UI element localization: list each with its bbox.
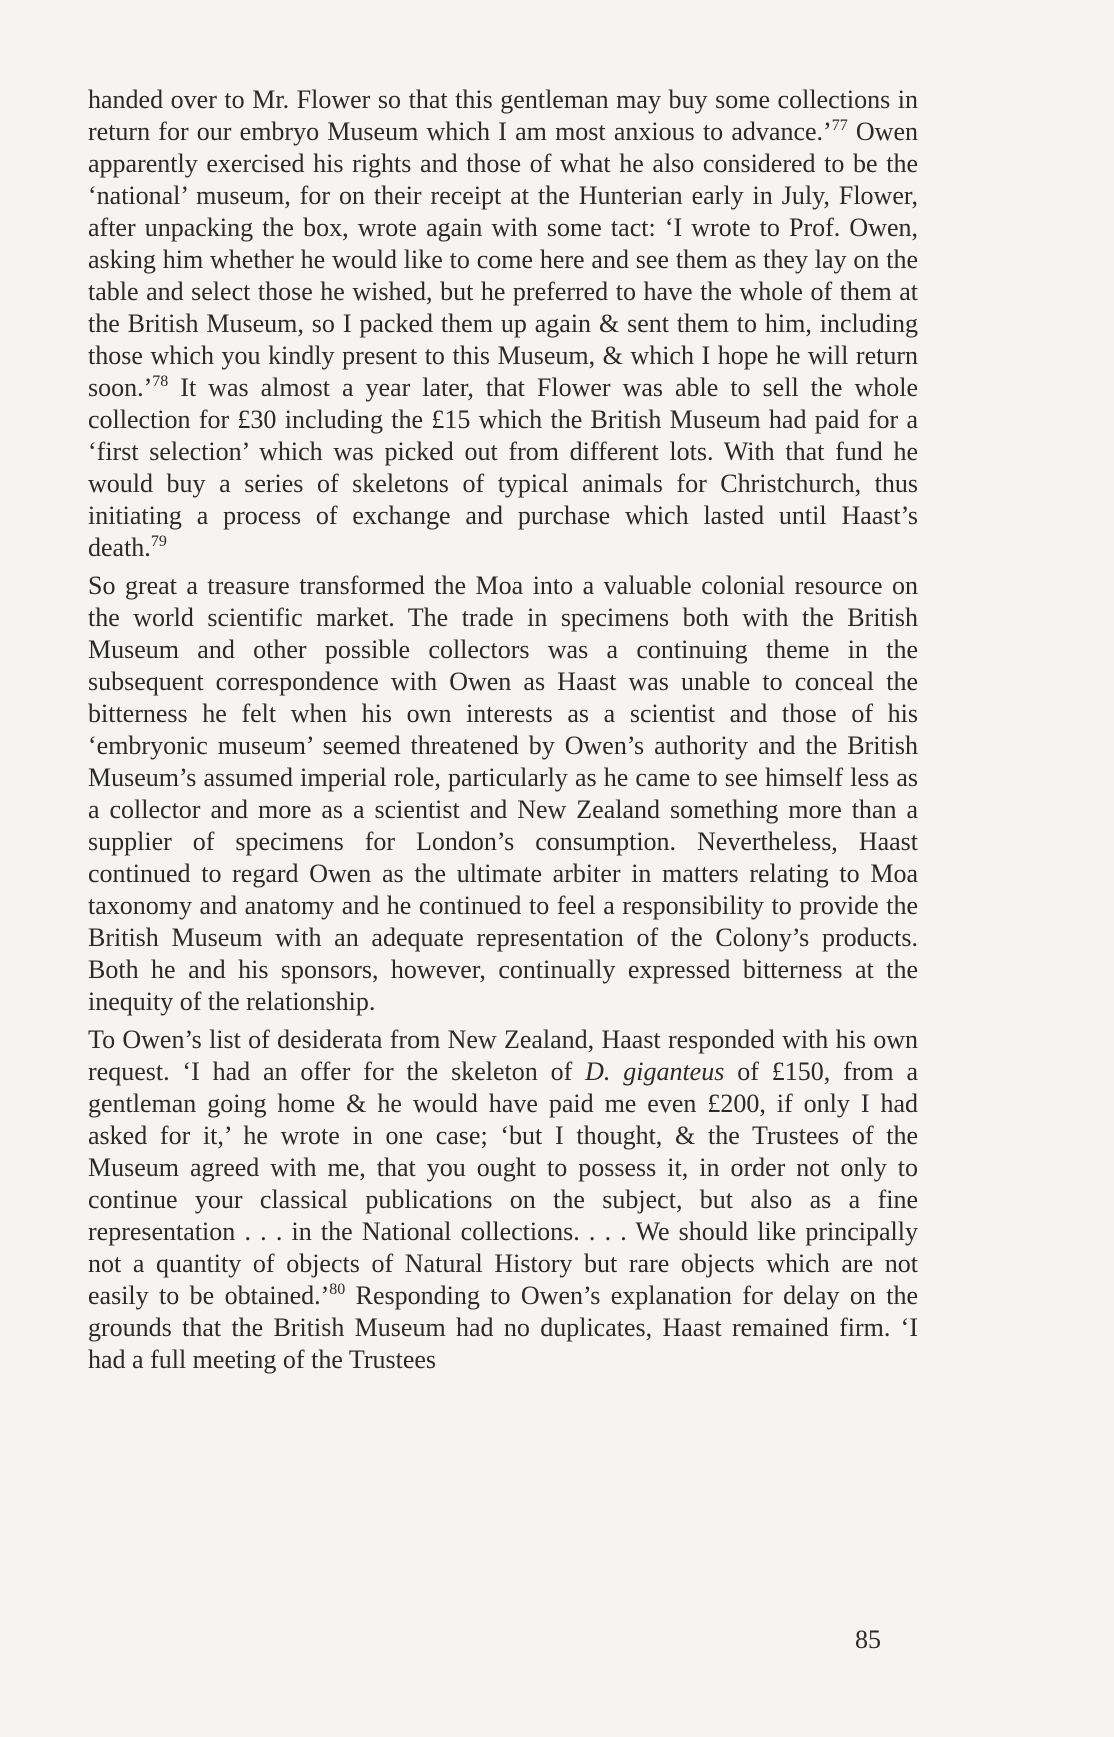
text-run: To Owen’s list of desiderata from New Zealand, Haast responded with his own request. ‘I had an offer for the skeleton of	[88, 1025, 918, 1086]
paragraph-3	[88, 1024, 918, 1376]
text-run: So great a treasure transformed the Moa into a valuable colonial resource on the world scientific market. The trade in specimens both with the British Museum and other possible collectors was a continuing theme in the subsequent correspondence with Owen as Haast was unable to conceal the bitterness he felt when his own interests as a scientist and those of his ‘embryonic museum’ seemed threatened by Owen’s authority and the British Museum’s assumed imperial role, particularly as he came to see himself less as a collector and more as a scientist and New Zealand something more than a supplier of specimens for London’s consumption. Nevertheless, Haast continued to regard Owen as the ultimate arbiter in matters relating to Moa taxonomy and anatomy and he continued to feel a responsibility to provide the British Museum with an adequate representation of the Colony’s products. Both he and his sponsors, however, continually expressed bitterness at the inequity of the relationship.	[88, 571, 918, 1016]
footnote-marker: 79	[150, 533, 167, 550]
paragraph-2	[88, 570, 918, 1018]
text-run: It was almost a year later, that Flower was able to sell the whole collection for £30 including the £15 which the British Museum had paid for a ‘first selection’ which was picked out from different lots. With that fund he would buy a series of skeletons of typical animals for Christchurch, thus initiating a process of exchange and purchase which lasted until Haast’s death.	[88, 373, 918, 562]
italic-text: D. giganteus	[585, 1057, 725, 1086]
text-run: handed over to Mr. Flower so that this gentleman may buy some collections in return for our embryo Museum which I am most anxious to advance.’	[88, 85, 918, 146]
footnote-marker: 78	[152, 373, 169, 390]
text-run: Owen apparently exercised his rights and those of what he also considered to be the ‘national’ museum, for on their receipt at the Hunterian early in July, Flower, after unpacking the box, wrote again with some tact: ‘I wrote to Prof. Owen, asking him whether he would like to come here and see them as they lay on the table and select those he wished, but he preferred to have the whole of them at the British Museum, so I packed them up again & sent them to him, including those which you kindly present to this Museum, & which I hope he will return soon.’	[88, 117, 919, 402]
text-run: Responding to Owen’s explanation for delay on the grounds that the British Museum had no duplicates, Haast remained firm. ‘I had a full meeting of the Trustees	[88, 1281, 918, 1374]
text-run: of £150, from a gentleman going home & he would have paid me even £200, if only I had asked for it,’ he wrote in one case; ‘but I thought, & the Trustees of the Museum agreed with me, that you ought to possess it, in order not only to continue your classical publications on the subject, but also as a fine representation . . . in the National collections. . . . We should like principally not a quantity of objects of Natural History but rare objects which are not easily to be obtained.’	[88, 1057, 918, 1310]
footnote-marker: 80	[329, 1281, 346, 1298]
paragraph-1	[88, 84, 918, 564]
body-text	[88, 84, 918, 1376]
footnote-marker: 77	[831, 117, 848, 134]
page-number: 85	[855, 1625, 881, 1654]
